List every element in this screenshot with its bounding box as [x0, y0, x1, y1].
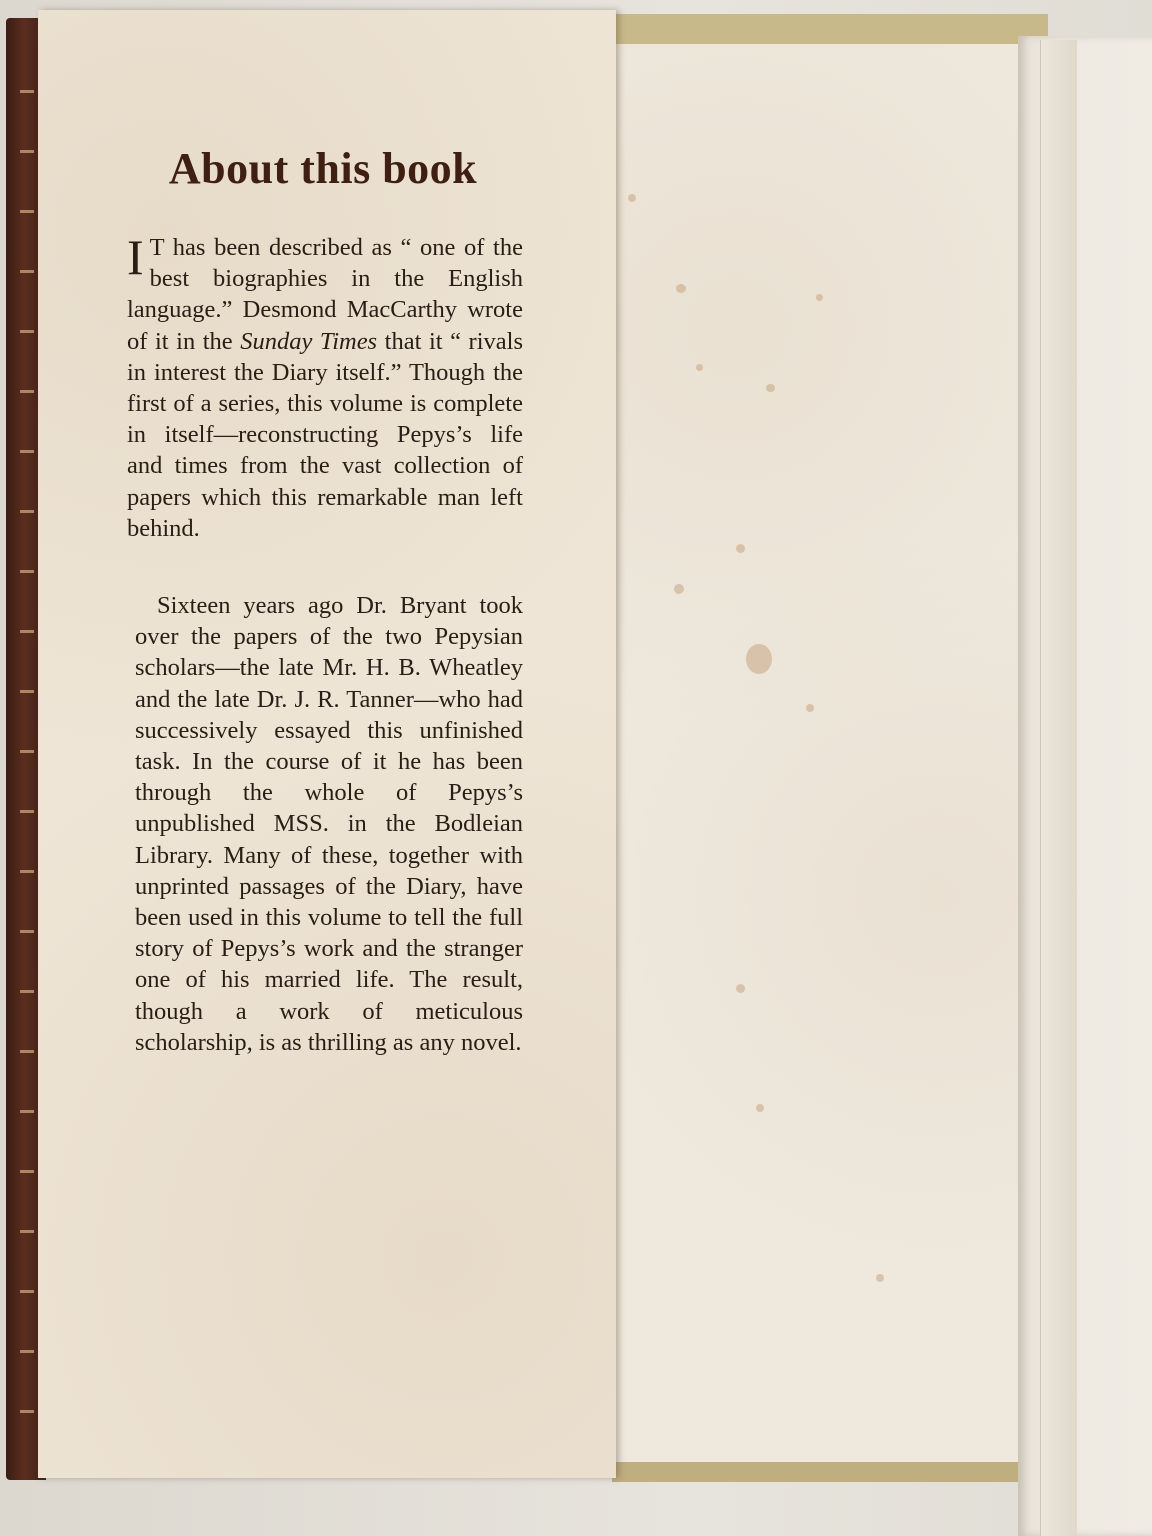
foxing-spot	[816, 294, 823, 301]
paragraph-2: Sixteen years ago Dr. Bryant took over the papers of the two Pepysian scholars—the late Mr. H. B. Wheatley and the late Dr. J. R. Tanner—who had successively essayed this unfinished task. In the course of it he has been through the whole of Pepys’s unpublished MSS. in the Bodleian Library. Many of these, together with unprinted passages of the Diary, have been used in this volume to tell the full story of Pepys’s work and the stranger one of his married life. The result, though a work of meticulous scholarship, is as thrilling as any novel.	[135, 592, 523, 1056]
foxing-spot	[746, 644, 772, 674]
foxing-spot	[736, 984, 745, 993]
endpaper	[616, 44, 1018, 1462]
paragraph-1	[127, 229, 523, 544]
paragraph-1-end: that it “ rivals in interest the Diary itself.” Though the first of a series, this volume is complete in itself—reconstructing Pepys’s life and times from the vast collection of papers which this remarkable man left behind.	[127, 327, 523, 542]
board-bottom-edge	[612, 1460, 1032, 1482]
flap-body	[127, 229, 523, 1056]
foxing-spot	[756, 1104, 764, 1112]
drop-cap: I	[127, 229, 144, 285]
newspaper-title: Sunday Times	[240, 327, 378, 355]
foxing-spot	[628, 194, 636, 202]
foxing-spot	[736, 544, 745, 553]
foxing-spot	[766, 384, 775, 392]
page-fold	[1040, 40, 1077, 1536]
page-block	[1018, 36, 1152, 1536]
foxing-spot	[696, 364, 703, 371]
flap-title: About this book	[168, 144, 478, 193]
foxing-spot	[676, 284, 686, 293]
cover-stitching	[20, 58, 34, 1458]
board-top-edge	[610, 14, 1048, 48]
foxing-spot	[674, 584, 684, 594]
foxing-spot	[876, 1274, 884, 1282]
paragraph-1-start: T has been described as “ one of the best biographies in the English language.” Desmond MacCarthy wrote of it in the	[127, 234, 523, 355]
foxing-spot	[806, 704, 814, 712]
